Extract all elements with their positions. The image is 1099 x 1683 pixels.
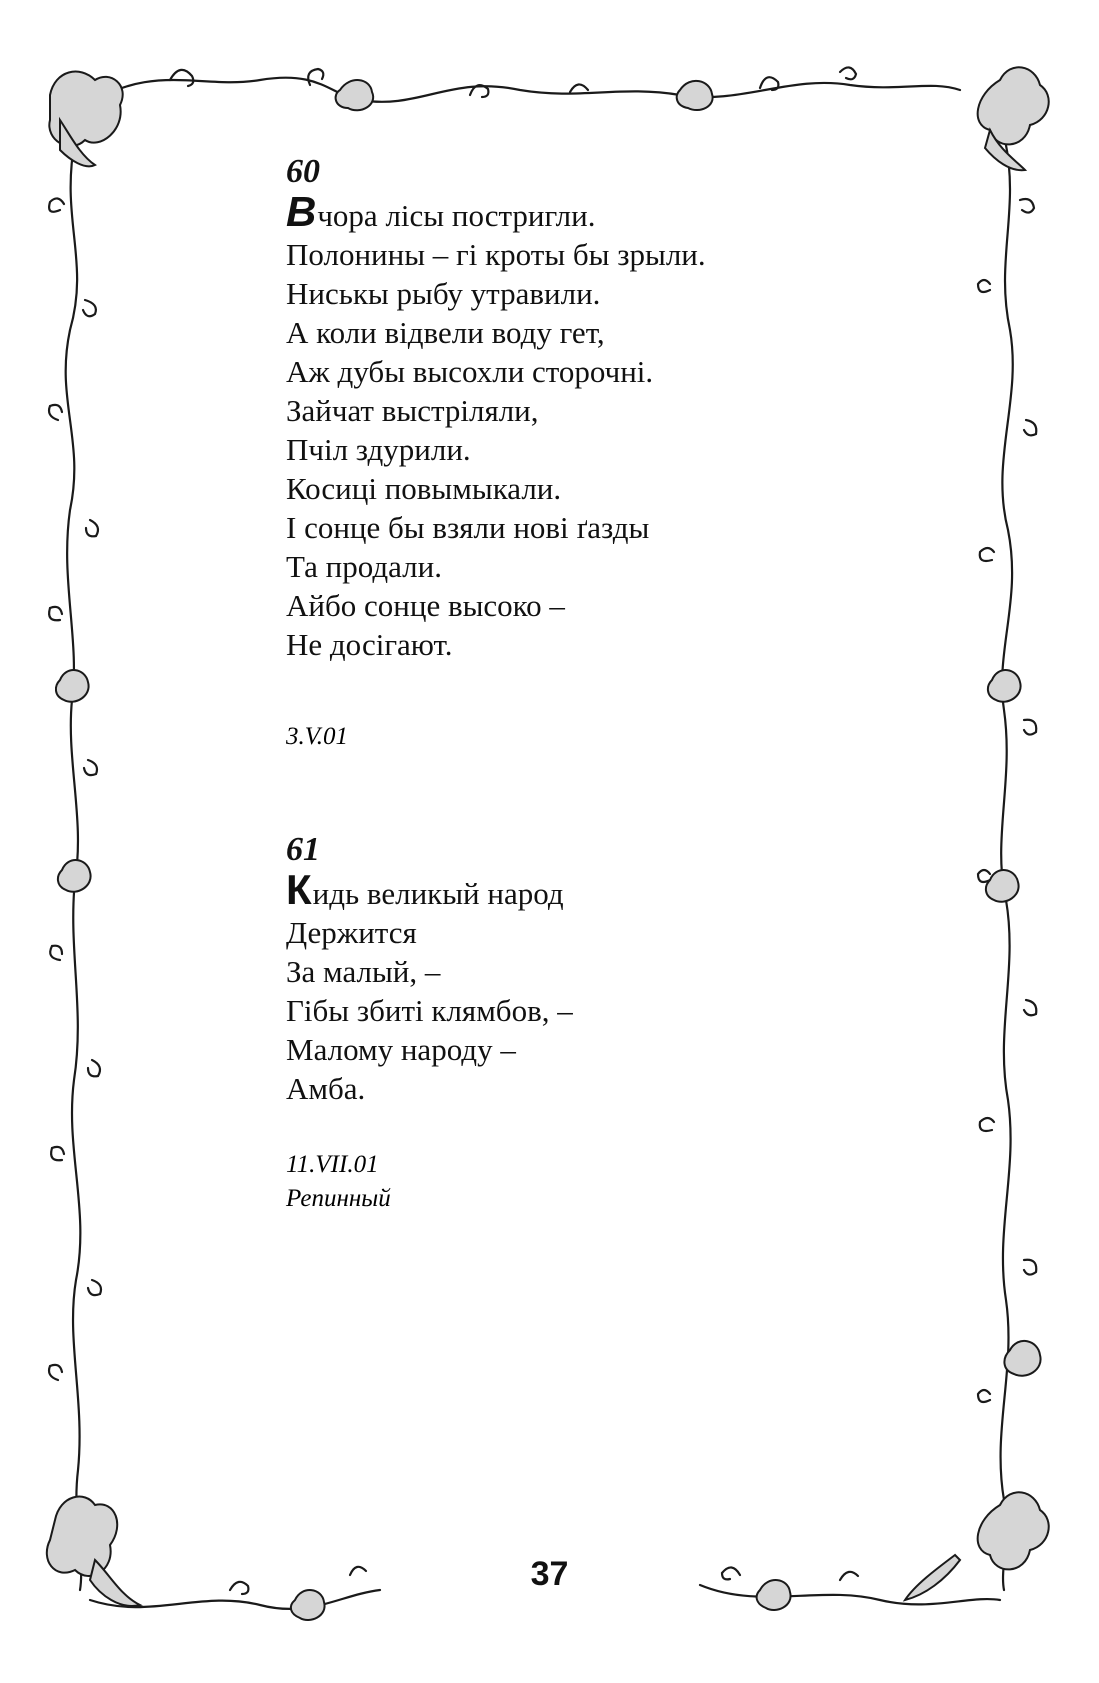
poem-line: Косиці повымыкали. (286, 471, 562, 506)
poem-line: Аж дубы высохли сторочні. (286, 354, 654, 389)
poem-number: 61 (286, 831, 320, 868)
poem-date: 11.VII.01 (286, 1151, 379, 1178)
poem-line: Держится (286, 915, 417, 950)
poem-line: Полонины – гі кроты бы зрыли. (286, 237, 706, 272)
drop-cap-initial: К (286, 866, 312, 913)
poem-61 (286, 830, 573, 1108)
poem-date: 3.V.01 (286, 723, 349, 750)
poem-line: І сонце бы взяли нові ґазды (286, 510, 650, 545)
poem-first-line (286, 188, 706, 235)
drop-cap-initial: В (286, 188, 317, 235)
poem-first-line (286, 866, 573, 913)
poem-line: А коли відвели воду гет, (286, 315, 605, 350)
poem-line: За малый, – (286, 954, 441, 989)
page-number: 37 (530, 1555, 569, 1593)
poem-number: 60 (286, 153, 320, 190)
poem-place: Репинный (286, 1185, 391, 1212)
poem-line: Та продали. (286, 549, 442, 584)
poem-60 (286, 152, 706, 664)
poem-line: Гібы збиті клямбов, – (286, 993, 573, 1028)
poem-line: Амба. (286, 1071, 366, 1106)
poem-line: Айбо сонце высоко – (286, 588, 565, 623)
poem-line: Зайчат выстріляли, (286, 393, 539, 428)
poem-line: Ниськы рыбу утравили. (286, 276, 601, 311)
poem-line: Не досігают. (286, 627, 453, 662)
first-line-text: идь великый народ (312, 876, 564, 911)
first-line-text: чора лісы постригли. (317, 198, 596, 233)
poem-signature (286, 1148, 391, 1216)
poem-line: Малому народу – (286, 1032, 516, 1067)
poem-line: Пчіл здурили. (286, 432, 471, 467)
